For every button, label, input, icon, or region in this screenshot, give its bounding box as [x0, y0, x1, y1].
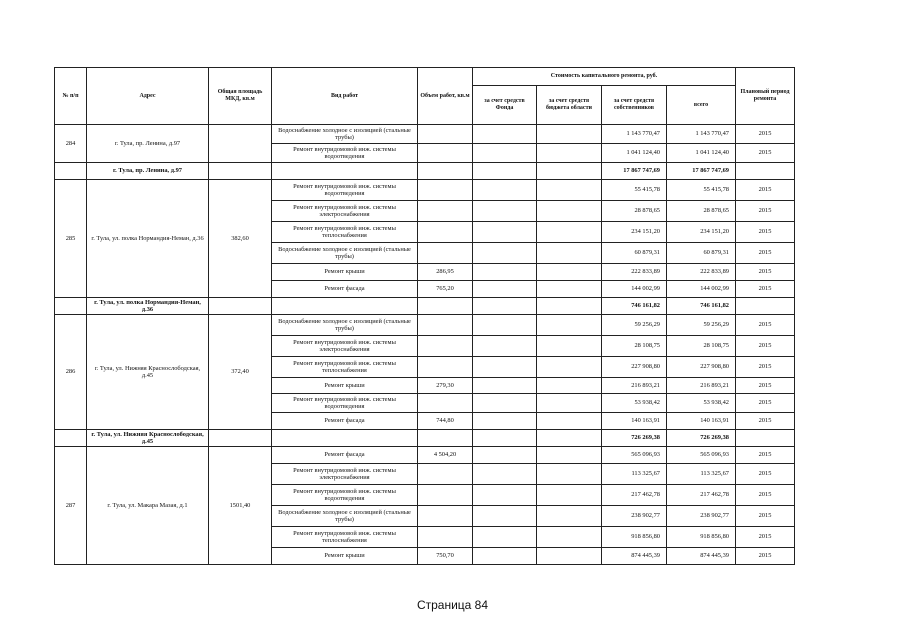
work-type: Водоснабжение холодное с изоляцией (стальные трубы) [272, 506, 418, 527]
header-num: № п/п [55, 68, 87, 125]
total-work [272, 298, 418, 315]
group-area: 1501,40 [209, 447, 272, 565]
cost-total: 874 445,39 [667, 548, 736, 565]
work-volume: 286,95 [418, 264, 473, 281]
total-address: г. Тула, ул. полка Нормандия-Неман, д.36 [87, 298, 209, 315]
repair-period: 2015 [736, 378, 795, 394]
cost-owners: 222 833,89 [602, 264, 667, 281]
repair-period: 2015 [736, 357, 795, 378]
work-volume: 750,70 [418, 548, 473, 565]
work-volume: 279,30 [418, 378, 473, 394]
group-address: г. Тула, ул. полка Нормандия-Неман, д.36 [87, 180, 209, 298]
cost-fund [473, 447, 537, 464]
repair-period: 2015 [736, 125, 795, 144]
cost-total: 1 143 770,47 [667, 125, 736, 144]
total-work [272, 430, 418, 447]
total-sum: 17 867 747,69 [667, 163, 736, 180]
cost-total: 217 462,78 [667, 485, 736, 506]
total-owners: 17 867 747,69 [602, 163, 667, 180]
repair-period: 2015 [736, 144, 795, 163]
cost-owners: 60 879,31 [602, 243, 667, 264]
cost-fund [473, 201, 537, 222]
total-fund [473, 298, 537, 315]
total-owners: 746 161,82 [602, 298, 667, 315]
total-num [55, 430, 87, 447]
cost-owners: 55 415,78 [602, 180, 667, 201]
cost-owners: 1 143 770,47 [602, 125, 667, 144]
work-volume [418, 485, 473, 506]
repair-period: 2015 [736, 447, 795, 464]
cost-total: 216 893,21 [667, 378, 736, 394]
cost-fund [473, 336, 537, 357]
cost-region [537, 222, 602, 243]
group-number: 285 [55, 180, 87, 298]
work-volume: 744,80 [418, 413, 473, 430]
cost-owners: 238 902,77 [602, 506, 667, 527]
cost-fund [473, 144, 537, 163]
work-type: Ремонт внутридомовой инж. системы водоотведения [272, 180, 418, 201]
group-address: г. Тула, пр. Ленина, д.97 [87, 125, 209, 163]
work-volume [418, 180, 473, 201]
repair-period: 2015 [736, 281, 795, 298]
work-type: Ремонт внутридомовой инж. системы теплоснабжения [272, 357, 418, 378]
total-num [55, 298, 87, 315]
group-area: 372,40 [209, 315, 272, 430]
cost-total: 55 415,78 [667, 180, 736, 201]
work-type: Ремонт внутридомовой инж. системы электроснабжения [272, 336, 418, 357]
cost-total: 234 151,20 [667, 222, 736, 243]
work-volume [418, 357, 473, 378]
cost-region [537, 464, 602, 485]
cost-owners: 918 856,80 [602, 527, 667, 548]
work-type: Ремонт крыши [272, 378, 418, 394]
cost-total: 222 833,89 [667, 264, 736, 281]
total-owners: 726 269,38 [602, 430, 667, 447]
cost-total: 227 908,80 [667, 357, 736, 378]
work-type: Ремонт внутридомовой инж. системы водоотведения [272, 144, 418, 163]
cost-region [537, 447, 602, 464]
group-number: 287 [55, 447, 87, 565]
work-type: Ремонт внутридомовой инж. системы электроснабжения [272, 464, 418, 485]
total-fund [473, 163, 537, 180]
cost-region [537, 378, 602, 394]
work-volume [418, 222, 473, 243]
cost-fund [473, 485, 537, 506]
total-num [55, 163, 87, 180]
header-work: Вид работ [272, 68, 418, 125]
group-total-row [55, 430, 795, 447]
header-volume: Объем работ, кв.м [418, 68, 473, 125]
cost-fund [473, 378, 537, 394]
cost-region [537, 243, 602, 264]
cost-region [537, 506, 602, 527]
work-type: Ремонт фасада [272, 413, 418, 430]
cost-region [537, 394, 602, 413]
cost-total: 28 108,75 [667, 336, 736, 357]
total-period [736, 298, 795, 315]
cost-total: 140 163,91 [667, 413, 736, 430]
cost-region [537, 264, 602, 281]
cost-fund [473, 548, 537, 565]
work-volume [418, 527, 473, 548]
header-total: всего [667, 86, 736, 125]
cost-fund [473, 222, 537, 243]
cost-fund [473, 264, 537, 281]
work-volume [418, 243, 473, 264]
cost-total: 53 938,42 [667, 394, 736, 413]
repair-period: 2015 [736, 485, 795, 506]
cost-total: 565 096,93 [667, 447, 736, 464]
total-region [537, 163, 602, 180]
repair-period: 2015 [736, 464, 795, 485]
cost-fund [473, 281, 537, 298]
cost-owners: 217 462,78 [602, 485, 667, 506]
total-area [209, 430, 272, 447]
total-sum: 726 269,38 [667, 430, 736, 447]
header-owners: за счет средств собственников [602, 86, 667, 125]
work-volume [418, 144, 473, 163]
work-volume [418, 125, 473, 144]
cost-fund [473, 413, 537, 430]
cost-region [537, 144, 602, 163]
cost-owners: 565 096,93 [602, 447, 667, 464]
total-period [736, 163, 795, 180]
cost-region [537, 125, 602, 144]
total-volume [418, 430, 473, 447]
work-volume [418, 315, 473, 336]
repair-period: 2015 [736, 264, 795, 281]
cost-total: 60 879,31 [667, 243, 736, 264]
work-type: Ремонт крыши [272, 548, 418, 565]
cost-region [537, 281, 602, 298]
total-volume [418, 163, 473, 180]
header-area: Общая площадь МКД, кв.м [209, 68, 272, 125]
total-volume [418, 298, 473, 315]
header-address: Адрес [87, 68, 209, 125]
cost-fund [473, 180, 537, 201]
table-row [55, 315, 795, 336]
cost-owners: 28 108,75 [602, 336, 667, 357]
cost-fund [473, 357, 537, 378]
work-type: Ремонт внутридомовой инж. системы водоотведения [272, 394, 418, 413]
work-type: Водоснабжение холодное с изоляцией (стальные трубы) [272, 125, 418, 144]
work-volume [418, 201, 473, 222]
group-number: 284 [55, 125, 87, 163]
cost-owners: 144 002,99 [602, 281, 667, 298]
work-type: Ремонт внутридомовой инж. системы водоотведения [272, 485, 418, 506]
cost-owners: 216 893,21 [602, 378, 667, 394]
repair-period: 2015 [736, 506, 795, 527]
work-type: Ремонт фасада [272, 281, 418, 298]
page-number: Страница 84 [416, 598, 489, 612]
repair-period: 2015 [736, 222, 795, 243]
cost-total: 144 002,99 [667, 281, 736, 298]
cost-fund [473, 315, 537, 336]
cost-owners: 227 908,80 [602, 357, 667, 378]
cost-region [537, 201, 602, 222]
work-volume [418, 506, 473, 527]
cost-total: 1 041 124,40 [667, 144, 736, 163]
cost-owners: 28 878,65 [602, 201, 667, 222]
cost-owners: 59 256,29 [602, 315, 667, 336]
cost-total: 238 902,77 [667, 506, 736, 527]
repair-period: 2015 [736, 548, 795, 565]
header-fund: за счет средств Фонда [473, 86, 537, 125]
header-cost-group: Стоимость капитального ремонта, руб. [473, 68, 736, 86]
table-row [55, 180, 795, 201]
work-type: Ремонт внутридомовой инж. системы электроснабжения [272, 201, 418, 222]
group-area [209, 125, 272, 163]
total-sum: 746 161,82 [667, 298, 736, 315]
table-row [55, 125, 795, 144]
repair-period: 2015 [736, 180, 795, 201]
cost-owners: 1 041 124,40 [602, 144, 667, 163]
group-number: 286 [55, 315, 87, 430]
repair-period: 2015 [736, 243, 795, 264]
repair-period: 2015 [736, 413, 795, 430]
group-address: г. Тула, ул. Макара Мазая, д.1 [87, 447, 209, 565]
work-type: Водоснабжение холодное с изоляцией (стальные трубы) [272, 243, 418, 264]
cost-region [537, 548, 602, 565]
total-region [537, 298, 602, 315]
work-type: Ремонт внутридомовой инж. системы теплоснабжения [272, 222, 418, 243]
capital-repair-table [54, 67, 795, 565]
repair-period: 2015 [736, 527, 795, 548]
total-fund [473, 430, 537, 447]
repair-period: 2015 [736, 394, 795, 413]
group-total-row [55, 298, 795, 315]
group-total-row [55, 163, 795, 180]
work-volume [418, 394, 473, 413]
cost-owners: 113 325,67 [602, 464, 667, 485]
repair-period: 2015 [736, 315, 795, 336]
work-type: Ремонт фасада [272, 447, 418, 464]
cost-owners: 53 938,42 [602, 394, 667, 413]
cost-owners: 234 151,20 [602, 222, 667, 243]
cost-fund [473, 243, 537, 264]
cost-total: 918 856,80 [667, 527, 736, 548]
total-area [209, 298, 272, 315]
cost-fund [473, 506, 537, 527]
work-volume [418, 464, 473, 485]
work-type: Водоснабжение холодное с изоляцией (стальные трубы) [272, 315, 418, 336]
cost-total: 113 325,67 [667, 464, 736, 485]
total-address: г. Тула, пр. Ленина, д.97 [87, 163, 209, 180]
total-work [272, 163, 418, 180]
total-area [209, 163, 272, 180]
total-region [537, 430, 602, 447]
work-type: Ремонт внутридомовой инж. системы теплоснабжения [272, 527, 418, 548]
header-period: Плановый период ремонта [736, 68, 795, 125]
cost-total: 59 256,29 [667, 315, 736, 336]
cost-fund [473, 125, 537, 144]
work-type: Ремонт крыши [272, 264, 418, 281]
cost-region [537, 485, 602, 506]
repair-period: 2015 [736, 201, 795, 222]
repair-period: 2015 [736, 336, 795, 357]
cost-region [537, 357, 602, 378]
total-address: г. Тула, ул. Нижняя Краснослободская, д.45 [87, 430, 209, 447]
work-volume: 765,20 [418, 281, 473, 298]
cost-owners: 140 163,91 [602, 413, 667, 430]
work-volume: 4 504,20 [418, 447, 473, 464]
cost-region [537, 336, 602, 357]
cost-total: 28 878,65 [667, 201, 736, 222]
cost-region [537, 180, 602, 201]
cost-region [537, 413, 602, 430]
cost-region [537, 315, 602, 336]
table-row [55, 447, 795, 464]
cost-fund [473, 527, 537, 548]
cost-region [537, 527, 602, 548]
cost-owners: 874 445,39 [602, 548, 667, 565]
group-area: 382,60 [209, 180, 272, 298]
cost-fund [473, 394, 537, 413]
cost-fund [473, 464, 537, 485]
total-period [736, 430, 795, 447]
group-address: г. Тула, ул. Нижняя Краснослободская, д.45 [87, 315, 209, 430]
header-region: за счет средств бюджета области [537, 86, 602, 125]
work-volume [418, 336, 473, 357]
